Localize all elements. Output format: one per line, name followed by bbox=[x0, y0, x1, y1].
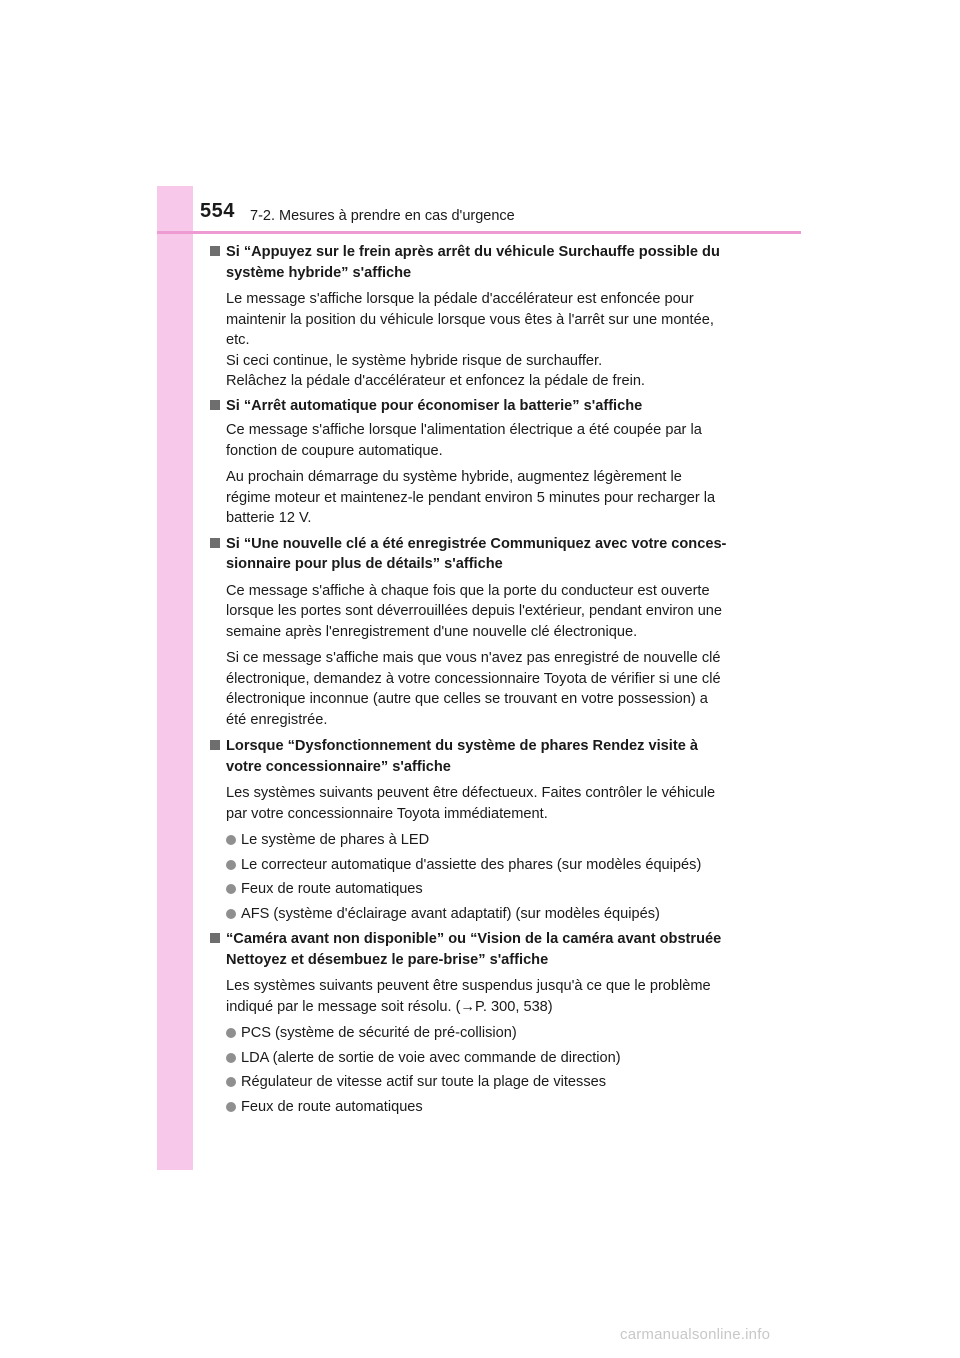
square-bullet-icon bbox=[210, 538, 220, 548]
paragraph: Les systèmes suivants peuvent être suspendus jusqu'à ce que le problème indiqué par le message soit résolu. (→P. 300, 538) bbox=[226, 978, 711, 1015]
paragraph: Au prochain démarrage du système hybride, augmentez légèrement le régime moteur et maintenez-le pendant environ 5 minutes pour recharger la batterie 12 V. bbox=[226, 469, 716, 526]
circle-bullet-icon bbox=[226, 1028, 236, 1038]
page-number: 554 bbox=[200, 200, 235, 222]
square-bullet-icon bbox=[210, 246, 220, 256]
square-bullet-icon bbox=[210, 740, 220, 750]
page-content bbox=[210, 242, 752, 1117]
list-item: Le correcteur automatique d'assiette des phares (sur modèles équipés) bbox=[226, 855, 752, 876]
circle-bullet-icon bbox=[226, 909, 236, 919]
square-bullet-icon bbox=[210, 933, 220, 943]
paragraph: Les systèmes suivants peuvent être défectueux. Faites contrôler le véhicule par votre concessionnaire Toyota immédiatement. bbox=[226, 785, 716, 822]
watermark: carmanualsonline.info bbox=[620, 1326, 771, 1343]
section-heading: “Caméra avant non disponible” ou “Vision de la caméra avant obstruée Nettoyez et désembuez le pare-brise” s'affiche bbox=[210, 929, 752, 970]
circle-bullet-icon bbox=[226, 884, 236, 894]
list-item: PCS (système de sécurité de pré-collision) bbox=[226, 1023, 752, 1044]
circle-bullet-icon bbox=[226, 1077, 236, 1087]
section-heading: Si “Une nouvelle clé a été enregistrée Communiquez avec votre conces- sionnaire pour plus de détails” s'affiche bbox=[210, 534, 752, 575]
section-heading: Si “Appuyez sur le frein après arrêt du véhicule Surchauffe possible du système hybride” s'affiche bbox=[210, 242, 752, 283]
section-heading: Lorsque “Dysfonctionnement du système de phares Rendez visite à votre concessionnaire” s'affiche bbox=[210, 736, 752, 777]
section-heading: Si “Arrêt automatique pour économiser la batterie” s'affiche bbox=[210, 396, 752, 417]
list-item: Régulateur de vitesse actif sur toute la plage de vitesses bbox=[226, 1072, 752, 1093]
circle-bullet-icon bbox=[226, 1053, 236, 1063]
circle-bullet-icon bbox=[226, 1102, 236, 1112]
paragraph: Ce message s'affiche lorsque l'alimentation électrique a été coupée par la fonction de coupure automatique. bbox=[226, 422, 702, 459]
list-item: AFS (système d'éclairage avant adaptatif) (sur modèles équipés) bbox=[226, 904, 752, 925]
header-rule bbox=[157, 231, 801, 234]
paragraph: Si ce message s'affiche mais que vous n'avez pas enregistré de nouvelle clé électronique, demandez à votre concessionnaire Toyota de vérifier si une clé électronique inconnue (autre que celles se trouvant en votre possession) a été enregistrée. bbox=[226, 650, 721, 728]
list-item: Feux de route automatiques bbox=[226, 1097, 752, 1118]
paragraph: Le message s'affiche lorsque la pédale d'accélérateur est enfoncée pour maintenir la position du véhicule lorsque vous êtes à l'arrêt sur une montée, etc. Si ceci continue, le système hybride risque de surchauffer. Relâchez la pédale d'accélérateur et enfoncez la pédale de frein. bbox=[226, 291, 714, 389]
circle-bullet-icon bbox=[226, 860, 236, 870]
list-item: Feux de route automatiques bbox=[226, 879, 752, 900]
chapter-side-tab bbox=[157, 186, 193, 1170]
square-bullet-icon bbox=[210, 400, 220, 410]
circle-bullet-icon bbox=[226, 835, 236, 845]
list-item: Le système de phares à LED bbox=[226, 830, 752, 851]
paragraph: Ce message s'affiche à chaque fois que la porte du conducteur est ouverte lorsque les portes sont déverrouillées depuis l'extérieur, pendant environ une semaine après l'enregistrement d'une nouvelle clé électronique. bbox=[226, 582, 723, 640]
section-title: 7-2. Mesures à prendre en cas d'urgence bbox=[250, 208, 515, 224]
list-item: LDA (alerte de sortie de voie avec commande de direction) bbox=[226, 1048, 752, 1069]
